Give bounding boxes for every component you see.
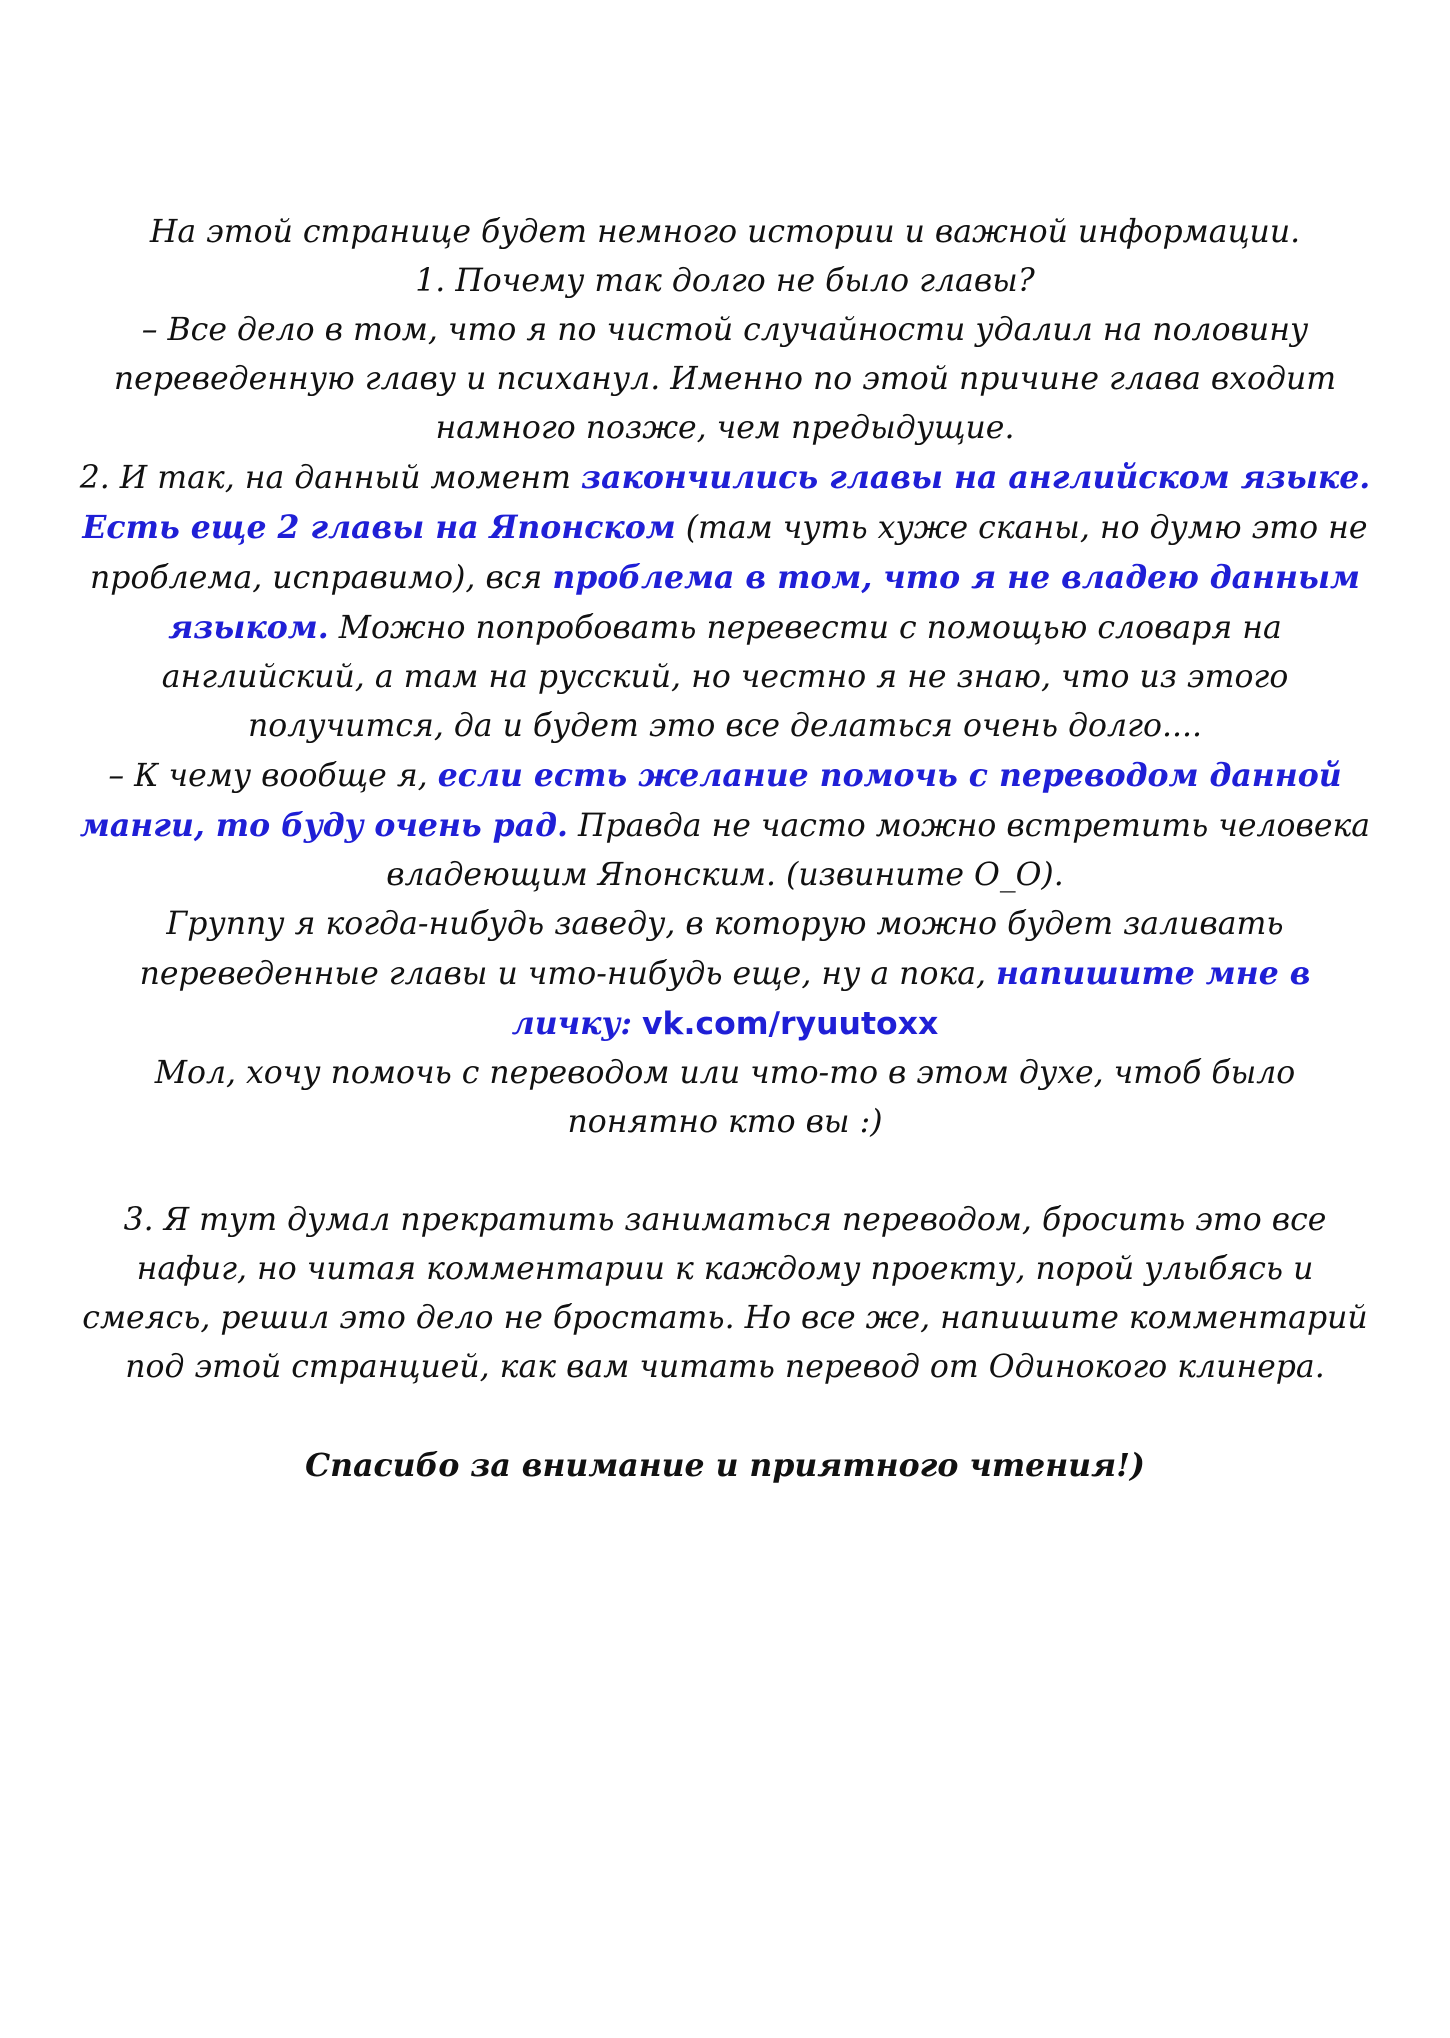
question-2-text-1: (там чуть хуже сканы, но думю это не проблема, исправимо), вся <box>90 510 1368 596</box>
help-request-text: Правда не часто можно встретить человека владеющим Японским. (извините О_О). <box>386 808 1371 893</box>
question-2-intro: 2. И так, на данный момент <box>79 460 581 496</box>
group-paragraph <box>75 900 1375 1049</box>
help-request-intro: – К чему вообще я, <box>108 758 438 794</box>
question-1-heading: 1. Почему так долго не было главы? <box>415 263 1035 299</box>
question-1-answer: – Все дело в том, что я по чистой случайности удалил на половину переведенную главу и психанул. Именно по этой причине глава входит намного позже, чем предыдущие. <box>113 312 1337 446</box>
page-text <box>75 208 1375 1490</box>
contact-note: Мол, хочу помочь с переводом или что-то в этом духе, чтоб было понятно кто вы :) <box>154 1055 1296 1140</box>
intro-text: На этой странице будет немного истории и важной информации. <box>149 214 1301 250</box>
vk-link[interactable]: vk.com/ryuutoxx <box>641 1006 939 1042</box>
highlight-language-problem: проблема в том, что я не владею данным языком. <box>168 559 1360 646</box>
spacer <box>75 1147 1375 1196</box>
help-request-paragraph <box>75 751 1375 900</box>
closing-thanks: Спасибо за внимание и приятного чтения!) <box>305 1447 1145 1484</box>
highlight-message-me: напишите мне в личку: <box>511 955 1311 1042</box>
highlight-help-request: если есть желание помочь с переводом данной манги, то буду очень рад. <box>79 757 1342 844</box>
spacer <box>75 1392 1375 1441</box>
question-2-paragraph <box>75 453 1375 751</box>
question-3-paragraph: 3. Я тут думал прекратить заниматься переводом, бросить это все нафиг, но читая комментарии к каждому проекту, порой улыбясь и смеясь, решил это дело не бростать. Но все же, напишите комментарий под этой странцией, как вам читать перевод от Одинокого клинера. <box>82 1202 1368 1385</box>
group-text: Группу я когда-нибудь заведу, в которую можно будет заливать переведенные главы и что-нибудь еще, ну а пока, <box>139 906 1284 992</box>
highlight-english-chapters: закончились главы на английском языке. Есть еще 2 главы на Японском <box>82 459 1371 546</box>
question-2-text-2: Можно попробовать перевести с помощью словаря на английский, а там на русский, но честно я не знаю, что из этого получится, да и будет это все делаться очень долго.... <box>161 610 1289 744</box>
